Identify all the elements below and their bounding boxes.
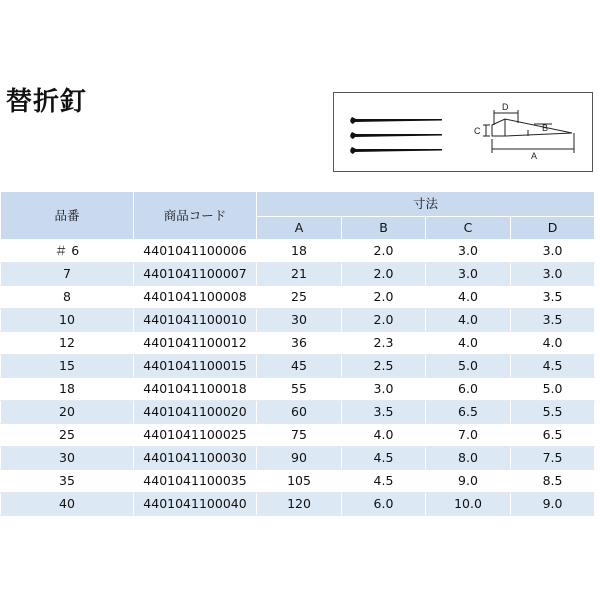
- cell-dim-a: 36: [257, 332, 342, 355]
- cell-dim-a: 60: [257, 401, 342, 424]
- cell-dim-b: 6.0: [342, 493, 426, 516]
- cell-dim-a: 45: [257, 355, 342, 378]
- cell-dim-c: 8.0: [426, 447, 511, 470]
- cell-dim-d: 9.0: [511, 493, 595, 516]
- header-dim-c: C: [426, 217, 511, 240]
- cell-dim-c: 6.5: [426, 401, 511, 424]
- cell-dim-a: 90: [257, 447, 342, 470]
- cell-part-no: ＃ 6: [1, 240, 134, 263]
- cell-dim-c: 3.0: [426, 263, 511, 286]
- cell-product-code: 4401041100010: [134, 309, 257, 332]
- table-row: [1, 378, 595, 401]
- cell-part-no: 15: [1, 355, 134, 378]
- table-row: [1, 424, 595, 447]
- cell-part-no: 18: [1, 378, 134, 401]
- cell-dim-b: 2.3: [342, 332, 426, 355]
- cell-product-code: 4401041100012: [134, 332, 257, 355]
- cell-dim-d: 4.0: [511, 332, 595, 355]
- cell-product-code: 4401041100030: [134, 447, 257, 470]
- cell-part-no: 30: [1, 447, 134, 470]
- cell-dim-b: 2.0: [342, 309, 426, 332]
- cell-dim-d: 5.5: [511, 401, 595, 424]
- header-dim-d: D: [511, 217, 595, 240]
- cell-part-no: 10: [1, 309, 134, 332]
- cell-product-code: 4401041100035: [134, 470, 257, 493]
- table-row: [1, 332, 595, 355]
- cell-dim-b: 2.5: [342, 355, 426, 378]
- cell-dim-d: 6.5: [511, 424, 595, 447]
- nail-shapes: [350, 117, 442, 154]
- cell-dim-b: 4.5: [342, 470, 426, 493]
- nail-illustration: [334, 93, 592, 171]
- cell-dim-a: 75: [257, 424, 342, 447]
- cell-product-code: 4401041100025: [134, 424, 257, 447]
- cell-product-code: 4401041100007: [134, 263, 257, 286]
- cell-part-no: 20: [1, 401, 134, 424]
- cell-dim-d: 3.0: [511, 240, 595, 263]
- cell-product-code: 4401041100020: [134, 401, 257, 424]
- spec-table: [0, 191, 595, 516]
- cell-product-code: 4401041100006: [134, 240, 257, 263]
- table-row: [1, 447, 595, 470]
- cell-part-no: 25: [1, 424, 134, 447]
- table-row: [1, 401, 595, 424]
- cell-dim-d: 8.5: [511, 470, 595, 493]
- spec-table-body: [1, 240, 595, 516]
- cell-dim-b: 2.0: [342, 240, 426, 263]
- cell-dim-b: 2.0: [342, 286, 426, 309]
- cell-dim-c: 6.0: [426, 378, 511, 401]
- cell-dim-d: 3.5: [511, 286, 595, 309]
- table-row: [1, 240, 595, 263]
- page-title: 替折釘: [6, 87, 88, 117]
- cell-dim-a: 105: [257, 470, 342, 493]
- cell-product-code: 4401041100008: [134, 286, 257, 309]
- cell-dim-a: 30: [257, 309, 342, 332]
- cell-dim-c: 4.0: [426, 286, 511, 309]
- cell-dim-b: 2.0: [342, 263, 426, 286]
- cell-dim-c: 5.0: [426, 355, 511, 378]
- cell-part-no: 8: [1, 286, 134, 309]
- cell-dim-b: 3.5: [342, 401, 426, 424]
- cell-dim-d: 4.5: [511, 355, 595, 378]
- cell-dim-b: 3.0: [342, 378, 426, 401]
- cell-dim-a: 120: [257, 493, 342, 516]
- cell-dim-c: 7.0: [426, 424, 511, 447]
- cell-dim-c: 3.0: [426, 240, 511, 263]
- table-row: [1, 286, 595, 309]
- cell-part-no: 12: [1, 332, 134, 355]
- cell-dim-c: 4.0: [426, 332, 511, 355]
- cell-product-code: 4401041100018: [134, 378, 257, 401]
- cell-product-code: 4401041100040: [134, 493, 257, 516]
- cell-dim-d: 7.5: [511, 447, 595, 470]
- cell-dim-d: 3.0: [511, 263, 595, 286]
- header-dimensions: 寸法: [257, 192, 595, 217]
- cell-part-no: 35: [1, 470, 134, 493]
- cell-dim-b: 4.0: [342, 424, 426, 447]
- header-dim-b: B: [342, 217, 426, 240]
- table-row: [1, 355, 595, 378]
- table-row: [1, 470, 595, 493]
- cell-dim-d: 5.0: [511, 378, 595, 401]
- cell-dim-c: 9.0: [426, 470, 511, 493]
- cell-dim-a: 18: [257, 240, 342, 263]
- cell-dim-a: 21: [257, 263, 342, 286]
- table-row: [1, 309, 595, 332]
- header-dim-a: A: [257, 217, 342, 240]
- cell-product-code: 4401041100015: [134, 355, 257, 378]
- cell-dim-c: 4.0: [426, 309, 511, 332]
- header-part-no: 品番: [1, 192, 134, 240]
- dimension-label-b: B: [542, 123, 549, 133]
- cell-dim-b: 4.5: [342, 447, 426, 470]
- table-row: [1, 263, 595, 286]
- cell-part-no: 7: [1, 263, 134, 286]
- table-row: [1, 493, 595, 516]
- header-product-code: 商品コード: [134, 192, 257, 240]
- cell-dim-d: 3.5: [511, 309, 595, 332]
- cell-dim-a: 55: [257, 378, 342, 401]
- dimension-label-c: C: [474, 126, 481, 136]
- cell-dim-a: 25: [257, 286, 342, 309]
- cell-part-no: 40: [1, 493, 134, 516]
- cell-dim-c: 10.0: [426, 493, 511, 516]
- nail-diagram: [333, 92, 593, 172]
- dimension-label-d: D: [502, 102, 509, 112]
- dimension-label-a: A: [531, 151, 538, 161]
